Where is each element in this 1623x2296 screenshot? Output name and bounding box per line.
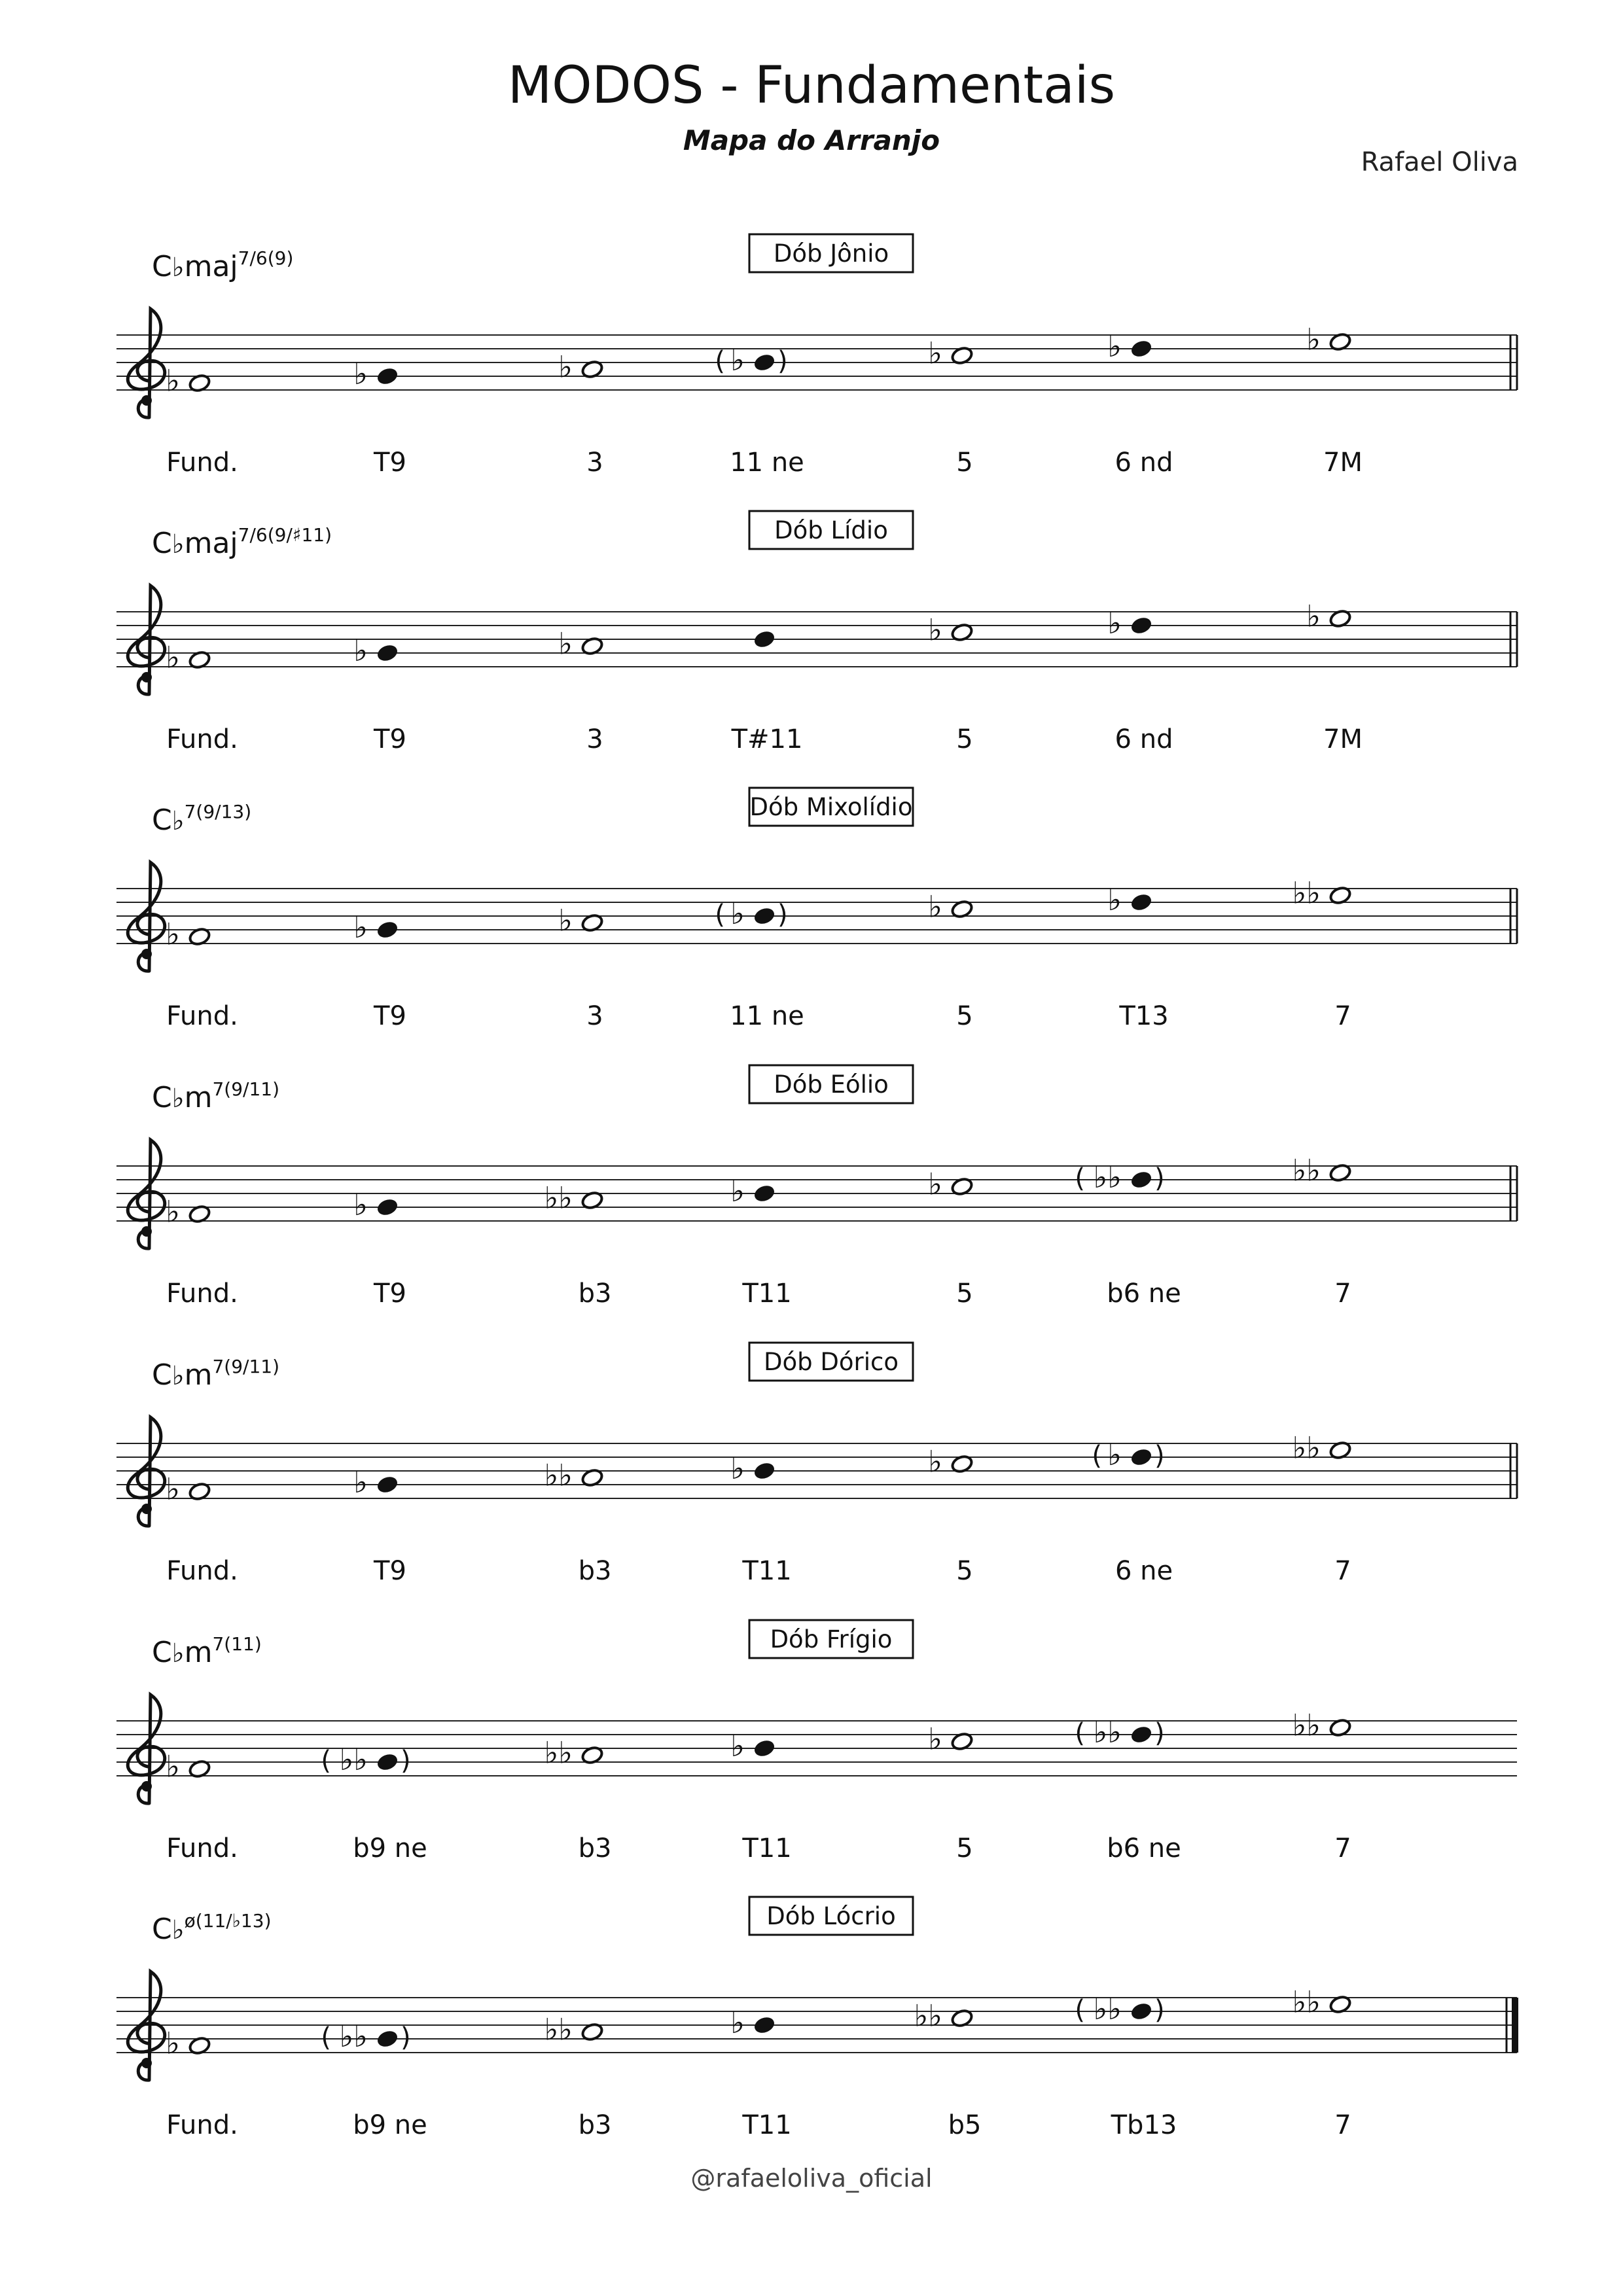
treble-clef-icon <box>128 1971 164 2080</box>
footer-credit: @rafaeloliva_oficial <box>690 2164 933 2193</box>
note <box>1306 599 1363 755</box>
ghost-paren-right: ) <box>1154 1441 1165 1471</box>
quarter-notehead <box>753 1184 776 1204</box>
note <box>928 1722 974 1864</box>
accidental-mark: ♭ <box>1107 605 1122 641</box>
accidental-mark: ♭ <box>928 1166 942 1202</box>
accidental-mark: ♭ <box>558 626 573 662</box>
accidental-mark: ♭ <box>166 2025 180 2061</box>
accidental-mark: ♭♭ <box>1292 1430 1321 1466</box>
degree-label: 5 <box>956 1556 973 1586</box>
note <box>928 336 974 478</box>
accidental-mark: ♭ <box>730 2005 745 2040</box>
chord-symbol: C♭$^{ø(11/♭13)}$ <box>152 1910 272 1946</box>
staff-system <box>116 788 1517 1031</box>
quarter-notehead <box>376 1752 399 1773</box>
degree-label: 7 <box>1334 2110 1351 2140</box>
ghost-paren-right: ) <box>1154 1718 1165 1748</box>
note <box>1107 605 1173 754</box>
quarter-notehead <box>753 353 776 373</box>
degree-label: b3 <box>578 2110 612 2140</box>
quarter-notehead <box>376 1197 399 1218</box>
page-subtitle: Mapa do Arranjo <box>683 124 940 156</box>
note <box>321 1742 427 1863</box>
chord-symbol: $C♭m^{7(9/11)}$ <box>152 1356 280 1392</box>
note <box>166 917 238 1032</box>
accidental-mark: ♭ <box>1306 321 1321 357</box>
accidental-mark: ♭ <box>928 612 942 648</box>
note <box>1306 322 1363 478</box>
accidental-mark: ♭♭ <box>1292 875 1321 911</box>
treble-clef-icon <box>128 862 164 971</box>
note <box>928 889 974 1032</box>
degree-label: b3 <box>578 1833 612 1863</box>
mode-label-box <box>749 1065 913 1103</box>
quarter-notehead <box>753 1461 776 1481</box>
accidental-mark: ♭ <box>928 335 942 371</box>
quarter-notehead <box>753 1739 776 1759</box>
accidental-mark: ♭♭ <box>1093 1159 1122 1195</box>
degree-label: T13 <box>1119 1001 1169 1031</box>
accidental-mark: ♭♭ <box>1292 1984 1321 2020</box>
accidental-mark: ♭ <box>353 633 368 668</box>
ghost-paren-right: ) <box>401 1746 411 1776</box>
staff-system <box>116 1620 1517 1863</box>
accidental-mark: ♭♭ <box>1292 1707 1321 1743</box>
degree-label: b9 ne <box>353 1833 427 1863</box>
degree-label: 7 <box>1334 1001 1351 1031</box>
treble-clef-icon <box>128 309 164 417</box>
accidental-mark: ♭♭ <box>1093 1991 1122 2026</box>
note <box>558 903 604 1032</box>
degree-label: T11 <box>742 1279 792 1309</box>
degree-label: Fund. <box>166 1001 238 1031</box>
staff-system <box>116 1343 1517 1586</box>
ghost-paren-right: ) <box>1154 1995 1165 2025</box>
accidental-mark: ♭ <box>1107 882 1122 917</box>
accidental-mark: ♭ <box>353 356 368 391</box>
degree-label: Fund. <box>166 724 238 754</box>
ghost-paren-left: ( <box>715 900 725 930</box>
degree-label: b3 <box>578 1556 612 1586</box>
degree-label: Fund. <box>166 2110 238 2140</box>
degree-label: Fund. <box>166 1556 238 1586</box>
ghost-paren-left: ( <box>1092 1441 1102 1471</box>
chord-symbol: $C♭m^{7(11)}$ <box>152 1633 262 1669</box>
note <box>558 626 604 755</box>
quarter-notehead <box>376 2029 399 2049</box>
treble-clef-icon <box>128 586 164 694</box>
note <box>1075 1159 1181 1309</box>
degree-label: 11 ne <box>730 1001 804 1031</box>
quarter-notehead <box>1130 892 1153 913</box>
chord-symbol: $C♭m^{7(9/11)}$ <box>152 1078 280 1114</box>
accidental-mark: ♭ <box>928 889 942 925</box>
note <box>1293 875 1352 1032</box>
quarter-notehead <box>376 920 399 940</box>
note <box>166 2026 238 2141</box>
accidental-mark: ♭ <box>1107 328 1122 364</box>
mode-label-box <box>749 1343 913 1381</box>
degree-label: 7M <box>1323 448 1363 478</box>
chord-symbol: C♭maj$^{7/6(9/♯11)}$ <box>152 524 332 560</box>
staff-system <box>116 1065 1517 1309</box>
degree-label: 7M <box>1323 724 1363 754</box>
mode-label-box <box>749 1897 913 1935</box>
mode-label: Dób Dórico <box>764 1348 899 1376</box>
degree-label: 6 nd <box>1115 448 1173 478</box>
accidental-mark: ♭♭ <box>544 2011 573 2047</box>
degree-label: T11 <box>742 1556 792 1586</box>
quarter-notehead <box>1130 2002 1153 2022</box>
accidental-mark: ♭ <box>1306 598 1321 634</box>
ghost-paren-right: ) <box>777 346 788 376</box>
degree-label: 7 <box>1334 1556 1351 1586</box>
note <box>353 356 406 478</box>
ghost-paren-left: ( <box>1075 1718 1085 1748</box>
accidental-mark: ♭♭ <box>339 2019 368 2054</box>
quarter-notehead <box>753 629 776 650</box>
degree-label: 5 <box>956 1001 973 1031</box>
note <box>544 1180 612 1309</box>
quarter-notehead <box>376 1475 399 1495</box>
note <box>166 1194 238 1309</box>
degree-label: T#11 <box>731 724 803 754</box>
ghost-paren-right: ) <box>1154 1163 1165 1193</box>
accidental-mark: ♭ <box>166 639 180 675</box>
degree-label: 5 <box>956 1833 973 1863</box>
mode-label: Dób Frígio <box>770 1625 893 1653</box>
accidental-mark: ♭♭ <box>1292 1152 1321 1188</box>
note <box>731 629 803 754</box>
degree-label: Tb13 <box>1111 2110 1177 2140</box>
accidental-mark: ♭ <box>166 1748 180 1784</box>
note <box>1293 1430 1352 1587</box>
degree-label: b6 ne <box>1107 1279 1181 1309</box>
degree-label: T9 <box>374 724 406 754</box>
degree-label: 7 <box>1334 1833 1351 1863</box>
degree-label: 6 nd <box>1115 724 1173 754</box>
accidental-mark: ♭ <box>730 342 745 378</box>
note <box>928 1167 974 1309</box>
note <box>353 910 406 1031</box>
note <box>353 1187 406 1309</box>
chord-symbol: C♭maj$^{7/6(9)}$ <box>152 247 294 283</box>
accidental-mark: ♭♭ <box>544 1457 573 1493</box>
ghost-paren-right: ) <box>401 2022 411 2053</box>
accidental-mark: ♭ <box>353 1187 368 1222</box>
note <box>353 1464 406 1586</box>
mode-label: Dób Lídio <box>774 516 888 544</box>
note <box>1293 1153 1352 1309</box>
accidental-mark: ♭ <box>353 1464 368 1500</box>
staff-system <box>116 234 1517 478</box>
degree-label: b5 <box>948 2110 982 2140</box>
mode-label: Dób Lócrio <box>766 1902 896 1930</box>
ghost-paren-right: ) <box>777 900 788 930</box>
treble-clef-icon <box>128 1695 164 1803</box>
degree-label: 5 <box>956 724 973 754</box>
accidental-mark: ♭ <box>928 1721 942 1757</box>
accidental-mark: ♭ <box>1107 1437 1122 1472</box>
degree-label: 5 <box>956 448 973 478</box>
mode-label: Dób Mixolídio <box>749 793 913 821</box>
accidental-mark: ♭ <box>166 1193 180 1229</box>
quarter-notehead <box>1130 1447 1153 1468</box>
accidental-mark: ♭♭ <box>1093 1714 1122 1750</box>
accidental-mark: ♭ <box>353 910 368 945</box>
note <box>353 633 406 754</box>
quarter-notehead <box>1130 1170 1153 1190</box>
mode-label-box <box>749 1620 913 1658</box>
accidental-mark: ♭♭ <box>544 1180 573 1216</box>
note <box>166 640 238 755</box>
note <box>558 349 604 478</box>
degree-label: T9 <box>374 1279 406 1309</box>
note <box>928 612 974 755</box>
note <box>544 1458 612 1587</box>
note <box>1293 1708 1352 1864</box>
degree-label: b6 ne <box>1107 1833 1181 1863</box>
quarter-notehead <box>753 2015 776 2036</box>
treble-clef-icon <box>128 1140 164 1248</box>
note <box>166 363 238 478</box>
note <box>1075 1714 1181 1863</box>
staff-system <box>116 1897 1518 2140</box>
degree-label: 11 ne <box>730 448 804 478</box>
accidental-mark: ♭ <box>166 1471 180 1507</box>
chord-symbol: C♭$^{7(9/13)}$ <box>152 801 252 837</box>
ghost-paren-left: ( <box>321 2022 331 2053</box>
page-title: MODOS - Fundamentais <box>507 56 1116 115</box>
note <box>928 1444 974 1587</box>
degree-label: 3 <box>586 448 603 478</box>
degree-label: Fund. <box>166 1833 238 1863</box>
note <box>544 1735 612 1864</box>
degree-label: 3 <box>586 724 603 754</box>
accidental-mark: ♭ <box>730 896 745 931</box>
note <box>1107 328 1173 478</box>
note <box>1293 1985 1352 2141</box>
quarter-notehead <box>376 366 399 387</box>
degree-label: T11 <box>742 2110 792 2140</box>
final-barline <box>1512 1998 1518 2053</box>
mode-label-box <box>749 511 913 549</box>
accidental-mark: ♭ <box>730 1173 745 1209</box>
degree-label: 5 <box>956 1279 973 1309</box>
ghost-paren-left: ( <box>715 346 725 376</box>
note <box>1092 1437 1173 1586</box>
accidental-mark: ♭ <box>558 902 573 938</box>
degree-label: T9 <box>374 1556 406 1586</box>
degree-label: T9 <box>374 448 406 478</box>
note <box>166 1749 238 1864</box>
note <box>914 1998 982 2141</box>
quarter-notehead <box>1130 616 1153 636</box>
accidental-mark: ♭ <box>166 362 180 398</box>
mode-label-box <box>749 234 913 272</box>
mode-label: Dób Jônio <box>773 239 889 268</box>
accidental-mark: ♭ <box>558 349 573 385</box>
quarter-notehead <box>1130 1725 1153 1745</box>
degree-label: T9 <box>374 1001 406 1031</box>
degree-label: Fund. <box>166 448 238 478</box>
degree-label: b3 <box>578 1279 612 1309</box>
accidental-mark: ♭♭ <box>544 1735 573 1771</box>
quarter-notehead <box>753 906 776 927</box>
accidental-mark: ♭ <box>928 1443 942 1479</box>
note <box>544 2012 612 2141</box>
accidental-mark: ♭♭ <box>339 1742 368 1777</box>
composer-name: Rafael Oliva <box>1361 147 1518 177</box>
degree-label: 7 <box>1334 1279 1351 1309</box>
accidental-mark: ♭ <box>166 916 180 952</box>
degree-label: Fund. <box>166 1279 238 1309</box>
quarter-notehead <box>376 643 399 663</box>
ghost-paren-left: ( <box>321 1746 331 1776</box>
note <box>166 1472 238 1587</box>
treble-clef-icon <box>128 1417 164 1526</box>
mode-label-box <box>749 788 913 826</box>
degree-label: 6 ne <box>1115 1556 1173 1586</box>
ghost-paren-left: ( <box>1075 1995 1085 2025</box>
accidental-mark: ♭♭ <box>914 1998 942 2034</box>
note <box>321 2019 427 2140</box>
note <box>1075 1991 1177 2140</box>
staff-system <box>116 511 1517 754</box>
quarter-notehead <box>1130 339 1153 359</box>
note <box>1107 882 1168 1031</box>
degree-label: 3 <box>586 1001 603 1031</box>
accidental-mark: ♭ <box>730 1728 745 1763</box>
mode-label: Dób Eólio <box>774 1070 889 1099</box>
ghost-paren-left: ( <box>1075 1163 1085 1193</box>
degree-label: b9 ne <box>353 2110 427 2140</box>
degree-label: T11 <box>742 1833 792 1863</box>
accidental-mark: ♭ <box>730 1451 745 1486</box>
